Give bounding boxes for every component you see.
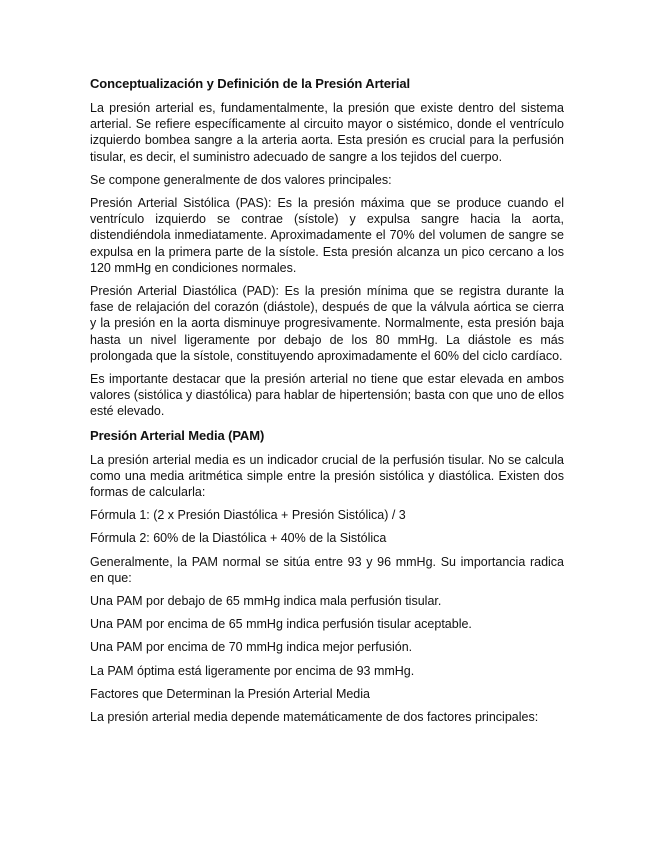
paragraph-pam-normal: Generalmente, la PAM normal se sitúa entre 93 y 96 mmHg. Su importancia radica en que: <box>90 554 564 585</box>
paragraph-systolic: Presión Arterial Sistólica (PAS): Es la presión máxima que se produce cuando el ventrículo izquierdo se contrae (sístole) y expulsa sangre hacia la aorta, distendiéndola inmediatamente. Aproximadamente el 70% del volumen de sangre se expulsa en la primera parte de la sístole. Esta presión alcanza un pico cercano a los 120 mmHg en condiciones normales. <box>90 196 564 275</box>
paragraph-pam-factors: La presión arterial media depende matemáticamente de dos factores principales: <box>90 710 539 725</box>
paragraph-pam-intro: La presión arterial media es un indicador crucial de la perfusión tisular. No se calcula como una media aritmética simple entre la presión sistólica y diastólica. Existen dos formas de calcularla: <box>90 452 564 500</box>
pam-item-2: Una PAM por encima de 65 mmHg indica perfusión tisular aceptable. <box>90 617 472 632</box>
section-heading-definition: Conceptualización y Definición de la Presión Arterial <box>90 76 411 91</box>
pam-item-1: Una PAM por debajo de 65 mmHg indica mala perfusión tisular. <box>90 594 442 609</box>
paragraph-definition: La presión arterial es, fundamentalmente, la presión que existe dentro del sistema arterial. Se refiere específicamente al circuito mayor o sistémico, donde el ventrículo izquierdo bombea sangre a la arteria aorta. Esta presión es crucial para la perfusión tisular, es decir, el suministro adecuado de sangre a los tejidos del cuerpo. <box>90 101 564 164</box>
paragraph-hypertension-note: Es importante destacar que la presión arterial no tiene que estar elevada en ambos valores (sistólica y diastólica) para hablar de hipertensión; basta con que uno de ellos esté elevado. <box>90 372 564 419</box>
document-page <box>90 75 564 732</box>
formula-2: Fórmula 2: 60% de la Diastólica + 40% de la Sistólica <box>90 531 387 546</box>
pam-item-4: La PAM óptima está ligeramente por encima de 93 mmHg. <box>90 663 415 678</box>
paragraph-components-intro: Se compone generalmente de dos valores principales: <box>90 172 392 187</box>
section-heading-pam: Presión Arterial Media (PAM) <box>90 427 265 443</box>
formula-1: Fórmula 1: (2 x Presión Diastólica + Presión Sistólica) / 3 <box>90 508 406 523</box>
paragraph-diastolic: Presión Arterial Diastólica (PAD): Es la presión mínima que se registra durante la fase de relajación del corazón (diástole), después de que la válvula aórtica se cierra y la presión en la aorta disminuye progresivamente. Normalmente, esta presión baja hasta un nivel ligeramente por debajo de los 80 mmHg. La diástole es más prolongada que la sístole, constituyendo aproximadamente el 60% del ciclo cardíaco. <box>90 284 564 363</box>
pam-item-3: Una PAM por encima de 70 mmHg indica mejor perfusión. <box>90 640 413 655</box>
subheading-pam-factors: Factores que Determinan la Presión Arterial Media <box>90 686 370 701</box>
